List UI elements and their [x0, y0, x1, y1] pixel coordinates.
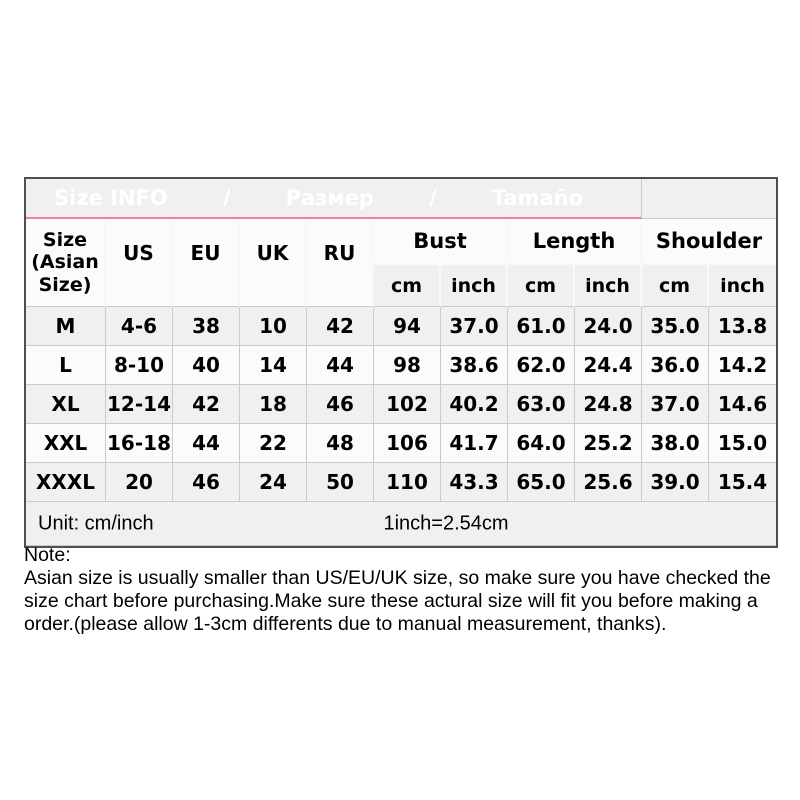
- column-header-us: US: [106, 219, 173, 307]
- note-title: Note:: [24, 544, 71, 566]
- value-cell: 24: [240, 463, 307, 502]
- column-header-eu: EU: [173, 219, 240, 307]
- note-body: Asian size is usually smaller than US/EU/UK size, so make sure you have checked the size chart before purchasing.Make sure these actural size will fit you before making a order.(please allow 1-3cm differents due to manual measurement, thanks).: [24, 567, 771, 635]
- title-es: Tamaño: [491, 186, 584, 210]
- title-ru: Размер: [285, 186, 374, 210]
- value-cell: 42: [173, 385, 240, 424]
- value-cell: 24.8: [575, 385, 642, 424]
- corner-header-size: Size (Asian Size): [26, 219, 106, 307]
- group-header-row: [26, 219, 776, 265]
- size-cell: L: [26, 346, 106, 385]
- value-cell: 106: [374, 424, 441, 463]
- value-cell: 24.4: [575, 346, 642, 385]
- value-cell: 38.6: [441, 346, 508, 385]
- title-cell: [26, 179, 642, 219]
- value-cell: 94: [374, 307, 441, 346]
- group-header-bust: Bust: [374, 219, 508, 265]
- unit-header-bust-cm: cm: [374, 265, 441, 307]
- value-cell: 14.6: [709, 385, 776, 424]
- column-header-uk: UK: [240, 219, 307, 307]
- table-row-xxxl: [26, 463, 776, 502]
- value-cell: 15.4: [709, 463, 776, 502]
- value-cell: 37.0: [441, 307, 508, 346]
- value-cell: 14: [240, 346, 307, 385]
- value-cell: 25.6: [575, 463, 642, 502]
- value-cell: 40: [173, 346, 240, 385]
- note-block: [24, 544, 780, 636]
- value-cell: 24.0: [575, 307, 642, 346]
- value-cell: 13.8: [709, 307, 776, 346]
- value-cell: 46: [173, 463, 240, 502]
- title-en: Size INFO: [54, 186, 168, 210]
- unit-label: Unit: cm/inch: [38, 512, 154, 534]
- value-cell: 64.0: [508, 424, 575, 463]
- size-cell: XXXL: [26, 463, 106, 502]
- title-separator: /: [222, 186, 231, 210]
- value-cell: 43.3: [441, 463, 508, 502]
- value-cell: 39.0: [642, 463, 709, 502]
- value-cell: 8-10: [106, 346, 173, 385]
- value-cell: 15.0: [709, 424, 776, 463]
- value-cell: 46: [307, 385, 374, 424]
- size-table-body: [26, 307, 776, 502]
- unit-header-bust-inch: inch: [441, 265, 508, 307]
- size-cell: M: [26, 307, 106, 346]
- footer-row: [26, 502, 776, 546]
- conversion-label: 1inch=2.54cm: [383, 512, 509, 534]
- value-cell: 38: [173, 307, 240, 346]
- value-cell: 12-14: [106, 385, 173, 424]
- group-header-length: Length: [508, 219, 642, 265]
- value-cell: 4-6: [106, 307, 173, 346]
- value-cell: 37.0: [642, 385, 709, 424]
- group-header-shoulder: Shoulder: [642, 219, 776, 265]
- value-cell: 61.0: [508, 307, 575, 346]
- blank-corner-cell: [642, 179, 776, 219]
- title-separator: /: [429, 186, 437, 210]
- table-row-xxl: [26, 424, 776, 463]
- value-cell: 110: [374, 463, 441, 502]
- value-cell: 44: [307, 346, 374, 385]
- value-cell: 16-18: [106, 424, 173, 463]
- size-cell: XXL: [26, 424, 106, 463]
- value-cell: 62.0: [508, 346, 575, 385]
- value-cell: 10: [240, 307, 307, 346]
- value-cell: 38.0: [642, 424, 709, 463]
- value-cell: 65.0: [508, 463, 575, 502]
- value-cell: 42: [307, 307, 374, 346]
- unit-header-shoulder-cm: cm: [642, 265, 709, 307]
- value-cell: 22: [240, 424, 307, 463]
- value-cell: 41.7: [441, 424, 508, 463]
- value-cell: 98: [374, 346, 441, 385]
- title-text-group: [26, 186, 641, 210]
- value-cell: 25.2: [575, 424, 642, 463]
- table-row-m: [26, 307, 776, 346]
- unit-header-length-cm: cm: [508, 265, 575, 307]
- size-cell: XL: [26, 385, 106, 424]
- value-cell: 35.0: [642, 307, 709, 346]
- unit-header-length-inch: inch: [575, 265, 642, 307]
- size-chart-table: [24, 177, 778, 548]
- value-cell: 50: [307, 463, 374, 502]
- unit-header-shoulder-inch: inch: [709, 265, 776, 307]
- column-header-ru: RU: [307, 219, 374, 307]
- footer-cell: [26, 502, 776, 546]
- value-cell: 36.0: [642, 346, 709, 385]
- table-row-l: [26, 346, 776, 385]
- table-row-xl: [26, 385, 776, 424]
- value-cell: 18: [240, 385, 307, 424]
- value-cell: 44: [173, 424, 240, 463]
- value-cell: 40.2: [441, 385, 508, 424]
- value-cell: 63.0: [508, 385, 575, 424]
- value-cell: 20: [106, 463, 173, 502]
- value-cell: 14.2: [709, 346, 776, 385]
- title-row: [26, 179, 776, 219]
- value-cell: 102: [374, 385, 441, 424]
- value-cell: 48: [307, 424, 374, 463]
